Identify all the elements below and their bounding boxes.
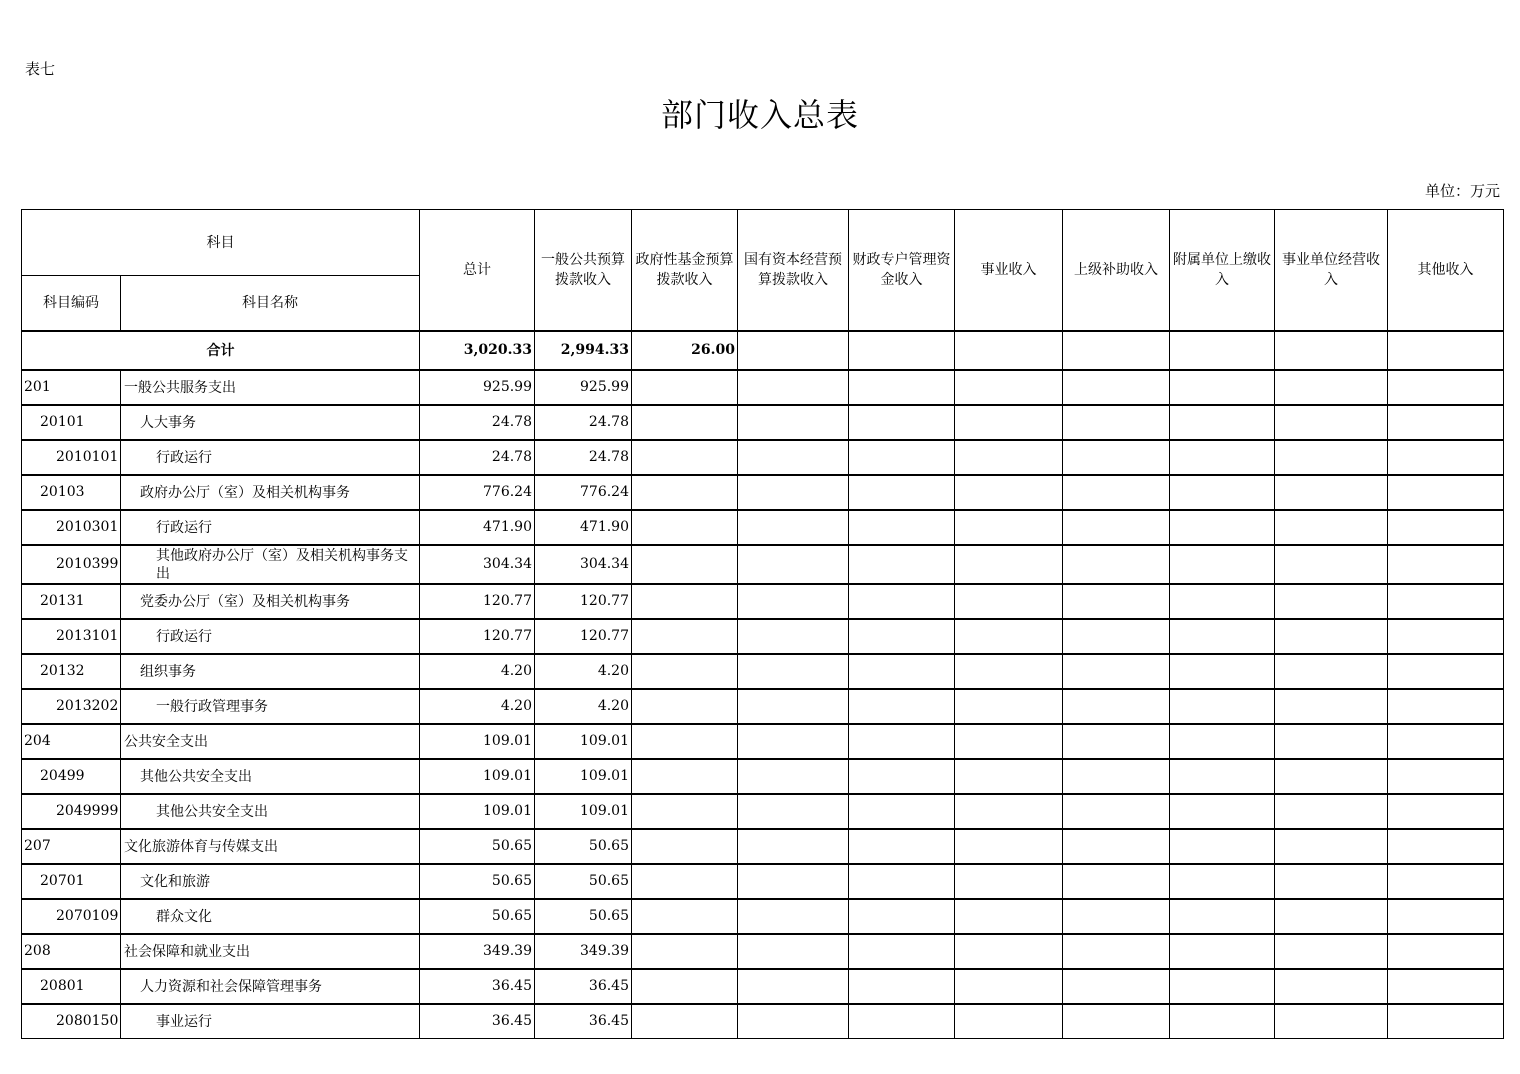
- empty-cell: [738, 584, 849, 619]
- subject-name: 人大事务: [121, 405, 420, 440]
- total-value: 24.78: [420, 440, 535, 475]
- empty-cell: [1275, 724, 1388, 759]
- total-value: 24.78: [420, 405, 535, 440]
- table-row: [22, 1004, 1504, 1039]
- table-row: [22, 654, 1504, 689]
- empty-cell: [1275, 689, 1388, 724]
- table-row: [22, 475, 1504, 510]
- empty-cell: [955, 759, 1063, 794]
- empty-cell: [955, 370, 1063, 405]
- empty-cell: [1388, 475, 1504, 510]
- page-title: 部门收入总表: [660, 96, 859, 134]
- empty-cell: [1170, 584, 1275, 619]
- empty-cell: [1275, 510, 1388, 545]
- empty-cell: [1275, 405, 1388, 440]
- empty-cell: [1388, 405, 1504, 440]
- empty-cell: [1063, 370, 1170, 405]
- header-fiscal-special: 财政专户管理资金收入: [849, 210, 955, 331]
- empty-cell: [1170, 440, 1275, 475]
- empty-cell: [738, 689, 849, 724]
- subject-name: 文化和旅游: [121, 864, 420, 899]
- empty-cell: [1170, 829, 1275, 864]
- general-budget-value: 109.01: [535, 759, 632, 794]
- subject-name: 其他政府办公厅（室）及相关机构事务支出: [121, 545, 420, 584]
- total-value: 109.01: [420, 794, 535, 829]
- header-subject: 科目: [22, 210, 420, 276]
- empty-cell: [738, 1004, 849, 1039]
- empty-cell: [738, 934, 849, 969]
- empty-cell: [955, 440, 1063, 475]
- empty-cell: [1388, 545, 1504, 584]
- total-value: 776.24: [420, 475, 535, 510]
- table-row: [22, 794, 1504, 829]
- empty-cell: [1275, 899, 1388, 934]
- general-budget-value: 50.65: [535, 829, 632, 864]
- subject-code: 2010101: [22, 440, 121, 475]
- empty-cell: [1063, 724, 1170, 759]
- empty-cell: [1063, 584, 1170, 619]
- empty-cell: [1063, 619, 1170, 654]
- general-budget-value: 4.20: [535, 689, 632, 724]
- empty-cell: [1170, 794, 1275, 829]
- header-total: 总计: [420, 210, 535, 331]
- total-value: 304.34: [420, 545, 535, 584]
- empty-cell: [632, 545, 738, 584]
- empty-cell: [955, 689, 1063, 724]
- empty-cell: [1170, 899, 1275, 934]
- empty-cell: [955, 864, 1063, 899]
- empty-cell: [955, 724, 1063, 759]
- empty-cell: [738, 899, 849, 934]
- total-value: 50.65: [420, 864, 535, 899]
- subject-code: 207: [22, 829, 121, 864]
- empty-cell: [849, 794, 955, 829]
- subject-name: 政府办公厅（室）及相关机构事务: [121, 475, 420, 510]
- subject-code: 204: [22, 724, 121, 759]
- empty-cell: [1388, 724, 1504, 759]
- subject-code: 20101: [22, 405, 121, 440]
- empty-cell: [1275, 584, 1388, 619]
- total-value: 349.39: [420, 934, 535, 969]
- empty-cell: [1388, 794, 1504, 829]
- empty-cell: [1275, 654, 1388, 689]
- subject-code: 2010301: [22, 510, 121, 545]
- empty-cell: [632, 689, 738, 724]
- general-budget-value: 471.90: [535, 510, 632, 545]
- empty-cell: [738, 475, 849, 510]
- table-row: [22, 405, 1504, 440]
- empty-cell: [1275, 440, 1388, 475]
- empty-cell: [955, 1004, 1063, 1039]
- empty-cell: [1275, 1004, 1388, 1039]
- general-budget-value: 349.39: [535, 934, 632, 969]
- empty-cell: [1388, 759, 1504, 794]
- empty-cell: [849, 1004, 955, 1039]
- empty-cell: [955, 545, 1063, 584]
- subject-name: 行政运行: [121, 440, 420, 475]
- empty-cell: [738, 794, 849, 829]
- empty-cell: [955, 829, 1063, 864]
- empty-cell: [849, 545, 955, 584]
- total-value: 109.01: [420, 759, 535, 794]
- empty-cell: [738, 405, 849, 440]
- empty-cell: [1275, 545, 1388, 584]
- subject-code: 20801: [22, 969, 121, 1004]
- empty-cell: [1063, 545, 1170, 584]
- empty-cell: [1275, 934, 1388, 969]
- empty-cell: [632, 584, 738, 619]
- total-value: 36.45: [420, 1004, 535, 1039]
- subject-name: 一般公共服务支出: [121, 370, 420, 405]
- empty-cell: [849, 405, 955, 440]
- header-gov-fund: 政府性基金预算拨款收入: [632, 210, 738, 331]
- empty-cell: [1170, 370, 1275, 405]
- empty-cell: [1063, 969, 1170, 1004]
- empty-cell: [738, 510, 849, 545]
- empty-cell: [955, 405, 1063, 440]
- empty-cell: [1063, 510, 1170, 545]
- empty-cell: [1063, 475, 1170, 510]
- empty-cell: [1063, 934, 1170, 969]
- subject-code: 20499: [22, 759, 121, 794]
- total-empty: [1170, 331, 1275, 370]
- empty-cell: [849, 689, 955, 724]
- subject-code: 2010399: [22, 545, 121, 584]
- total-value: 4.20: [420, 689, 535, 724]
- subject-code: 2049999: [22, 794, 121, 829]
- income-table: [21, 209, 1504, 1039]
- subject-code: 20701: [22, 864, 121, 899]
- empty-cell: [738, 724, 849, 759]
- general-budget-value: 120.77: [535, 619, 632, 654]
- empty-cell: [1388, 370, 1504, 405]
- total-value: 50.65: [420, 899, 535, 934]
- subject-code: 20132: [22, 654, 121, 689]
- table-row: [22, 934, 1504, 969]
- table-row: [22, 899, 1504, 934]
- empty-cell: [849, 654, 955, 689]
- total-value: 4.20: [420, 654, 535, 689]
- subject-code: 208: [22, 934, 121, 969]
- subject-name: 社会保障和就业支出: [121, 934, 420, 969]
- total-value: 120.77: [420, 584, 535, 619]
- subject-code: 201: [22, 370, 121, 405]
- empty-cell: [1170, 405, 1275, 440]
- table-row: [22, 619, 1504, 654]
- total-gov-fund: 26.00: [632, 331, 738, 370]
- empty-cell: [955, 654, 1063, 689]
- empty-cell: [1388, 689, 1504, 724]
- total-total: 3,020.33: [420, 331, 535, 370]
- empty-cell: [849, 934, 955, 969]
- empty-cell: [1170, 864, 1275, 899]
- empty-cell: [738, 864, 849, 899]
- general-budget-value: 304.34: [535, 545, 632, 584]
- subject-name: 组织事务: [121, 654, 420, 689]
- subject-code: 2013101: [22, 619, 121, 654]
- empty-cell: [1388, 934, 1504, 969]
- empty-cell: [955, 584, 1063, 619]
- table-row: [22, 759, 1504, 794]
- empty-cell: [738, 654, 849, 689]
- empty-cell: [632, 934, 738, 969]
- total-general-budget: 2,994.33: [535, 331, 632, 370]
- empty-cell: [955, 475, 1063, 510]
- empty-cell: [955, 934, 1063, 969]
- empty-cell: [955, 899, 1063, 934]
- general-budget-value: 50.65: [535, 899, 632, 934]
- subject-code: 20131: [22, 584, 121, 619]
- header-superior-subsidy: 上级补助收入: [1063, 210, 1170, 331]
- header-affiliated: 附属单位上缴收入: [1170, 210, 1275, 331]
- empty-cell: [955, 510, 1063, 545]
- empty-cell: [1275, 619, 1388, 654]
- empty-cell: [1275, 370, 1388, 405]
- empty-cell: [632, 864, 738, 899]
- empty-cell: [1388, 969, 1504, 1004]
- empty-cell: [1388, 1004, 1504, 1039]
- empty-cell: [1063, 829, 1170, 864]
- empty-cell: [632, 405, 738, 440]
- subject-name: 其他公共安全支出: [121, 794, 420, 829]
- subject-name: 人力资源和社会保障管理事务: [121, 969, 420, 1004]
- empty-cell: [632, 510, 738, 545]
- empty-cell: [1388, 619, 1504, 654]
- table-row: [22, 864, 1504, 899]
- empty-cell: [849, 584, 955, 619]
- empty-cell: [738, 545, 849, 584]
- header-business: 事业收入: [955, 210, 1063, 331]
- empty-cell: [1063, 654, 1170, 689]
- header-state-capital: 国有资本经营预算拨款收入: [738, 210, 849, 331]
- empty-cell: [1388, 654, 1504, 689]
- empty-cell: [632, 1004, 738, 1039]
- empty-cell: [632, 829, 738, 864]
- total-value: 36.45: [420, 969, 535, 1004]
- empty-cell: [632, 475, 738, 510]
- subject-name: 行政运行: [121, 619, 420, 654]
- table-number: 表七: [25, 60, 56, 78]
- subject-code: 2070109: [22, 899, 121, 934]
- empty-cell: [955, 619, 1063, 654]
- general-budget-value: 36.45: [535, 1004, 632, 1039]
- subject-name: 其他公共安全支出: [121, 759, 420, 794]
- general-budget-value: 109.01: [535, 724, 632, 759]
- empty-cell: [1275, 794, 1388, 829]
- empty-cell: [1170, 510, 1275, 545]
- subject-code: 2080150: [22, 1004, 121, 1039]
- empty-cell: [849, 475, 955, 510]
- total-value: 925.99: [420, 370, 535, 405]
- empty-cell: [849, 829, 955, 864]
- empty-cell: [1170, 689, 1275, 724]
- table-row: [22, 370, 1504, 405]
- general-budget-value: 50.65: [535, 864, 632, 899]
- general-budget-value: 4.20: [535, 654, 632, 689]
- empty-cell: [1388, 584, 1504, 619]
- table-row: [22, 969, 1504, 1004]
- empty-cell: [849, 899, 955, 934]
- header-general-budget: 一般公共预算拨款收入: [535, 210, 632, 331]
- empty-cell: [1063, 864, 1170, 899]
- empty-cell: [955, 794, 1063, 829]
- empty-cell: [1170, 545, 1275, 584]
- empty-cell: [1170, 934, 1275, 969]
- empty-cell: [1275, 759, 1388, 794]
- total-value: 109.01: [420, 724, 535, 759]
- empty-cell: [849, 440, 955, 475]
- empty-cell: [632, 724, 738, 759]
- general-budget-value: 24.78: [535, 405, 632, 440]
- empty-cell: [1170, 619, 1275, 654]
- subject-name: 事业运行: [121, 1004, 420, 1039]
- empty-cell: [632, 440, 738, 475]
- empty-cell: [632, 619, 738, 654]
- total-empty: [1388, 331, 1504, 370]
- total-empty: [1063, 331, 1170, 370]
- header-code: 科目编码: [22, 276, 121, 331]
- total-empty: [738, 331, 849, 370]
- general-budget-value: 24.78: [535, 440, 632, 475]
- general-budget-value: 36.45: [535, 969, 632, 1004]
- empty-cell: [632, 654, 738, 689]
- general-budget-value: 776.24: [535, 475, 632, 510]
- empty-cell: [1275, 829, 1388, 864]
- empty-cell: [1388, 510, 1504, 545]
- general-budget-value: 109.01: [535, 794, 632, 829]
- subject-name: 行政运行: [121, 510, 420, 545]
- empty-cell: [632, 759, 738, 794]
- empty-cell: [1063, 405, 1170, 440]
- subject-name: 群众文化: [121, 899, 420, 934]
- total-value: 120.77: [420, 619, 535, 654]
- empty-cell: [1063, 689, 1170, 724]
- table-row: [22, 545, 1504, 584]
- empty-cell: [1170, 759, 1275, 794]
- empty-cell: [1170, 475, 1275, 510]
- empty-cell: [738, 759, 849, 794]
- empty-cell: [632, 370, 738, 405]
- empty-cell: [849, 510, 955, 545]
- total-value: 471.90: [420, 510, 535, 545]
- empty-cell: [1063, 794, 1170, 829]
- empty-cell: [849, 724, 955, 759]
- empty-cell: [1170, 724, 1275, 759]
- empty-cell: [1063, 899, 1170, 934]
- empty-cell: [1063, 1004, 1170, 1039]
- empty-cell: [849, 619, 955, 654]
- empty-cell: [1170, 969, 1275, 1004]
- empty-cell: [1063, 440, 1170, 475]
- empty-cell: [1063, 759, 1170, 794]
- empty-cell: [849, 370, 955, 405]
- empty-cell: [1275, 969, 1388, 1004]
- empty-cell: [632, 969, 738, 1004]
- empty-cell: [1388, 864, 1504, 899]
- empty-cell: [1388, 829, 1504, 864]
- table-row: [22, 510, 1504, 545]
- subject-code: 20103: [22, 475, 121, 510]
- subject-name: 党委办公厅（室）及相关机构事务: [121, 584, 420, 619]
- empty-cell: [738, 370, 849, 405]
- header-name: 科目名称: [121, 276, 420, 331]
- unit-label: 单位：万元: [1424, 182, 1500, 200]
- empty-cell: [1170, 1004, 1275, 1039]
- general-budget-value: 925.99: [535, 370, 632, 405]
- total-label: 合计: [22, 331, 420, 370]
- table-row: [22, 689, 1504, 724]
- empty-cell: [849, 969, 955, 1004]
- empty-cell: [1170, 654, 1275, 689]
- table-row: [22, 724, 1504, 759]
- empty-cell: [849, 864, 955, 899]
- empty-cell: [738, 619, 849, 654]
- empty-cell: [1275, 475, 1388, 510]
- total-empty: [1275, 331, 1388, 370]
- empty-cell: [632, 794, 738, 829]
- empty-cell: [1388, 440, 1504, 475]
- total-empty: [849, 331, 955, 370]
- header-operating: 事业单位经营收入: [1275, 210, 1388, 331]
- header-other: 其他收入: [1388, 210, 1504, 331]
- empty-cell: [738, 969, 849, 1004]
- empty-cell: [955, 969, 1063, 1004]
- table-row: [22, 584, 1504, 619]
- total-value: 50.65: [420, 829, 535, 864]
- table-row: [22, 829, 1504, 864]
- total-row: [22, 331, 1504, 370]
- subject-name: 一般行政管理事务: [121, 689, 420, 724]
- general-budget-value: 120.77: [535, 584, 632, 619]
- empty-cell: [738, 829, 849, 864]
- subject-code: 2013202: [22, 689, 121, 724]
- empty-cell: [849, 759, 955, 794]
- subject-name: 文化旅游体育与传媒支出: [121, 829, 420, 864]
- total-empty: [955, 331, 1063, 370]
- empty-cell: [738, 440, 849, 475]
- empty-cell: [632, 899, 738, 934]
- empty-cell: [1275, 864, 1388, 899]
- subject-name: 公共安全支出: [121, 724, 420, 759]
- table-row: [22, 440, 1504, 475]
- empty-cell: [1388, 899, 1504, 934]
